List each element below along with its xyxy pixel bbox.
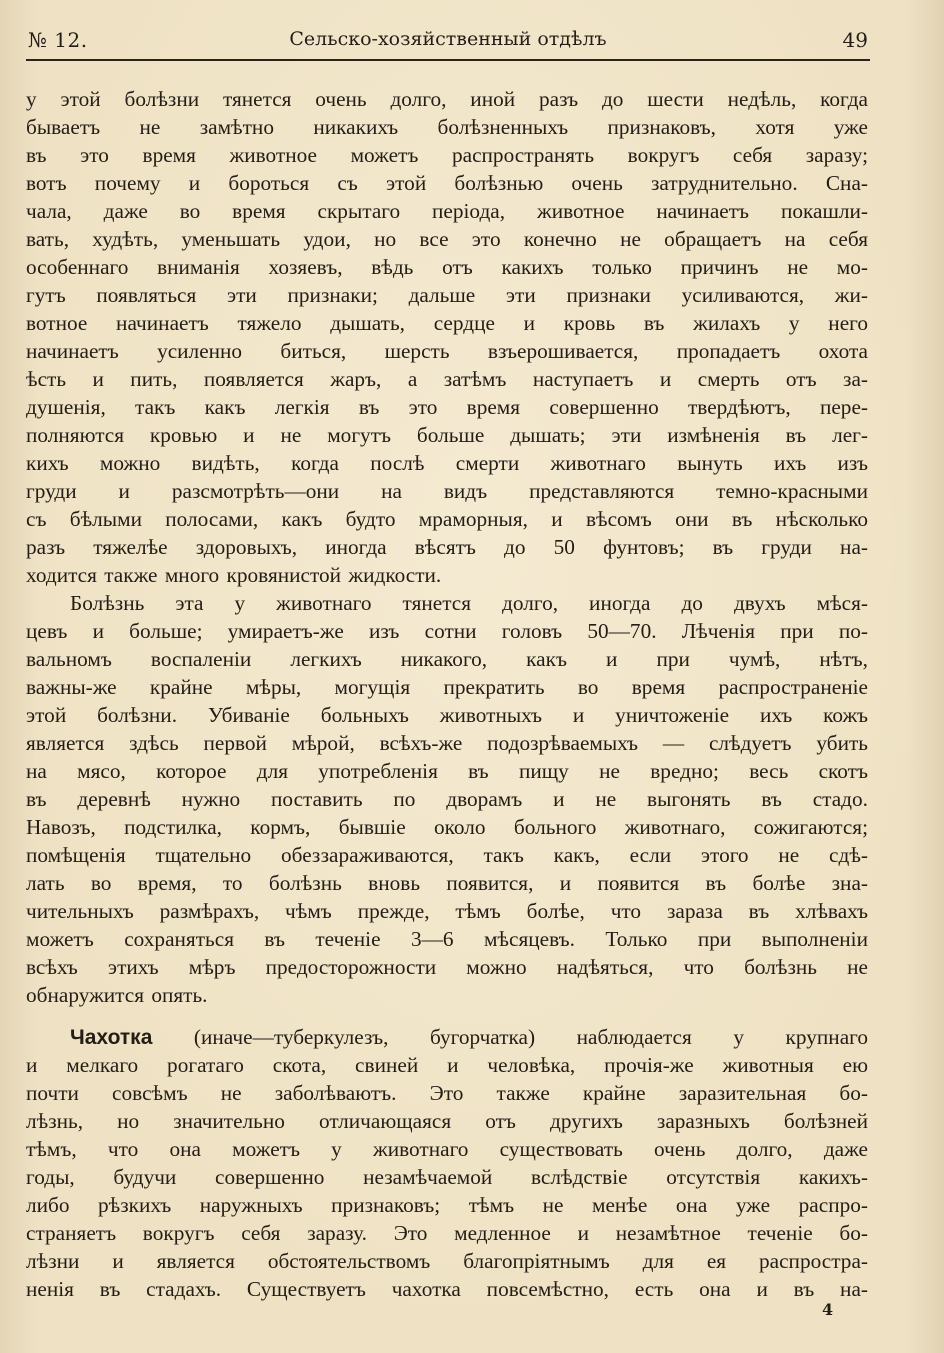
text-line: на мясо, которое для употребленія въ пищу не вредно; весь скотъ <box>26 759 868 783</box>
text-line: можетъ сохраняться въ теченіе 3—6 мѣсяцевъ. Только при выполненіи <box>26 927 868 951</box>
text-line <box>26 1023 868 1051</box>
text-line: у этой болѣзни тянется очень долго, иной разъ до шести недѣль, когда <box>26 87 868 111</box>
text-line: ѣсть и пить, появляется жаръ, а затѣмъ наступаетъ и смерть отъ за- <box>26 367 868 391</box>
text-fragment: (иначе—туберкулезъ, бугорчатка) наблюдается у крупнаго <box>152 1025 868 1049</box>
section-title: Сельско-хозяйственный отдѣлъ <box>289 28 607 50</box>
text-line: душенія, такъ какъ легкія въ это время совершенно твердѣютъ, пере- <box>26 395 868 419</box>
text-line: кихъ можно видѣть, когда послѣ смерти животнаго вынуть ихъ изъ <box>26 451 868 475</box>
text-line: начинаетъ усиленно биться, шерсть взъерошивается, пропадаетъ охота <box>26 339 868 363</box>
running-head <box>28 28 868 58</box>
text-line: важны-же крайне мѣры, могущія прекратить во время распространеніе <box>26 675 868 699</box>
text-line: вотъ почему и бороться съ этой болѣзнью очень затруднительно. Сна- <box>26 171 868 195</box>
text-line: чительныхъ размѣрахъ, чѣмъ прежде, тѣмъ болѣе, что зараза въ хлѣвахъ <box>26 899 868 923</box>
text-line: почти совсѣмъ не заболѣваютъ. Это также крайне заразительная бо- <box>26 1081 868 1105</box>
text-line: цевъ и больше; умираетъ-же изъ сотни головъ 50—70. Лѣченія при по- <box>26 619 868 643</box>
text-line: помѣщенія тщательно обеззараживаются, такъ какъ, если этого не сдѣ- <box>26 843 868 867</box>
article-body <box>26 85 868 1303</box>
text-line: страняетъ вокругъ себя заразу. Это медленное и незамѣтное теченіе бо- <box>26 1221 868 1245</box>
page-number: 49 <box>842 28 868 52</box>
text-line: полняются кровью и не могутъ больше дышать; эти измѣненія въ лег- <box>26 423 868 447</box>
text-line: гутъ появляться эти признаки; дальше эти признаки усиливаются, жи- <box>26 283 868 307</box>
paragraph-gap <box>26 1009 868 1023</box>
header-rule <box>26 59 870 61</box>
text-line: обнаружится опять. <box>26 983 208 1007</box>
text-line: этой болѣзни. Убиваніе больныхъ животныхъ и уничтоженіе ихъ кожъ <box>26 703 868 727</box>
term-heading: Чахотка <box>70 1026 153 1049</box>
text-line: чала, даже во время скрытаго періода, животное начинаетъ покашли- <box>26 199 868 223</box>
text-line: въ деревнѣ нужно поставить по дворамъ и не выгонять въ стадо. <box>26 787 868 811</box>
text-line: бываетъ не замѣтно никакихъ болѣзненныхъ признаковъ, хотя уже <box>26 115 868 139</box>
text-line: лѣзнь, но значительно отличающаяся отъ другихъ заразныхъ болѣзней <box>26 1109 868 1133</box>
text-line: и мелкаго рогатаго скота, свиней и человѣка, прочія-же животныя ею <box>26 1053 868 1077</box>
paragraph-2 <box>26 589 868 1009</box>
text-line: всѣхъ этихъ мѣръ предосторожности можно надѣяться, что болѣзнь не <box>26 955 868 979</box>
text-line: разъ тяжелѣе здоровыхъ, иногда вѣсятъ до 50 фунтовъ; въ груди на- <box>26 535 868 559</box>
signature-mark: 4 <box>822 1300 834 1319</box>
text-line: Болѣзнь эта у животнаго тянется долго, иногда до двухъ мѣся- <box>70 591 868 615</box>
text-line: Навозъ, подстилка, кормъ, бывшіе около больного животнаго, сожигаются; <box>26 815 868 839</box>
text-line: съ бѣлыми полосами, какъ будто мраморныя, и вѣсомъ они въ нѣсколько <box>26 507 868 531</box>
text-line: является здѣсь первой мѣрой, всѣхъ-же подозрѣваемыхъ — слѣдуетъ убить <box>26 731 868 755</box>
text-line: ненія въ стадахъ. Существуетъ чахотка повсемѣстно, есть она и въ на- <box>26 1277 868 1301</box>
text-line: вальномъ воспаленіи легкихъ никакого, какъ и при чумѣ, нѣтъ, <box>26 647 868 671</box>
text-line: вотное начинаетъ тяжело дышать, сердце и кровь въ жилахъ у него <box>26 311 868 335</box>
text-line: ходится также много кровянистой жидкости. <box>26 563 442 587</box>
text-line: въ это время животное можетъ распространять вокругъ себя заразу; <box>26 143 868 167</box>
text-line: лѣзни и является обстоятельствомъ благопріятнымъ для ея распростра- <box>26 1249 868 1273</box>
paragraph-3 <box>26 1023 868 1303</box>
text-line: вать, худѣть, уменьшать удои, но все это конечно не обращаетъ на себя <box>26 227 868 251</box>
paragraph-1 <box>26 85 868 589</box>
text-line: груди и разсмотрѣть—они на видъ представляются темно-красными <box>26 479 868 503</box>
text-line: либо рѣзкихъ наружныхъ признаковъ; тѣмъ не менѣе она уже распро- <box>26 1193 868 1217</box>
text-line: лать во время, то болѣзнь вновь появится, и появится въ болѣе зна- <box>26 871 868 895</box>
text-line: годы, будучи совершенно незамѣчаемой вслѣдствіе отсутствія какихъ- <box>26 1165 868 1189</box>
text-line: тѣмъ, что она можетъ у животнаго существовать очень долго, даже <box>26 1137 868 1161</box>
text-line: особеннаго вниманія хозяевъ, вѣдь отъ какихъ только причинъ не мо- <box>26 255 868 279</box>
issue-number: № 12. <box>28 28 88 52</box>
